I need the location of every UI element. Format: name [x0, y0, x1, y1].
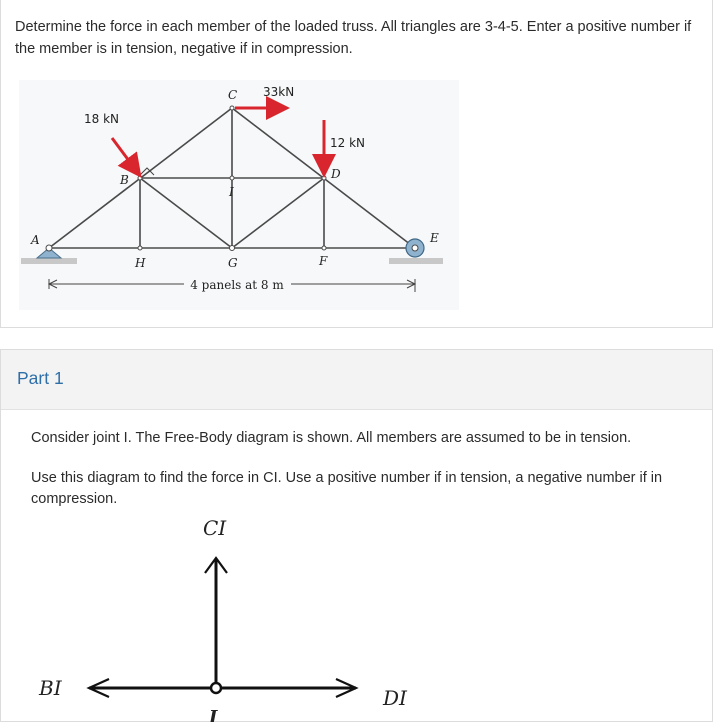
problem-statement: Determine the force in each member of the loaded truss. All triangles are 3-4-5. Enter a positive number if the member is in tension, negative if in compression.	[15, 19, 692, 57]
free-body-diagram	[21, 515, 451, 722]
load-label-d: 12 kN	[330, 136, 366, 150]
part-title: Part 1	[17, 368, 64, 388]
part-instruction-1: Consider joint I. The Free-Body diagram is shown. All members are assumed to be in tension.	[31, 430, 632, 446]
ground-left	[21, 258, 77, 264]
joint-f	[322, 246, 326, 250]
part-header	[1, 350, 712, 410]
joint-h	[138, 246, 142, 250]
load-label-c: 33kN	[263, 85, 295, 99]
part-instruction-2: Use this diagram to find the force in CI. Use a positive number if in tension, a negative number if in compression.	[31, 470, 663, 507]
fbd-joint-i	[211, 683, 221, 693]
truss-figure	[19, 80, 459, 310]
fbd-label-bi: BI	[39, 676, 62, 700]
node-label-c: C	[228, 88, 238, 102]
dimension-label: 4 panels at 8 m	[190, 278, 284, 292]
part-1-card	[0, 349, 713, 722]
joint-c	[230, 106, 234, 110]
node-label-a: A	[31, 233, 40, 247]
ground-right	[389, 258, 443, 264]
joint-g	[230, 246, 235, 251]
joint-i	[230, 176, 234, 180]
fbd-label-i: I	[209, 707, 218, 722]
fbd-label-ci: CI	[203, 516, 227, 540]
joint-b	[138, 176, 142, 180]
node-label-g: G	[228, 256, 238, 270]
node-label-h: H	[135, 256, 146, 270]
load-label-b: 18 kN	[84, 112, 120, 126]
problem-card	[0, 0, 713, 328]
node-label-b: B	[120, 173, 129, 187]
fbd-label-di: DI	[383, 686, 407, 710]
joint-d	[322, 176, 326, 180]
node-label-d: D	[331, 167, 341, 181]
node-label-f: F	[319, 254, 328, 268]
node-label-e: E	[430, 231, 439, 245]
node-label-i: I	[229, 185, 234, 199]
